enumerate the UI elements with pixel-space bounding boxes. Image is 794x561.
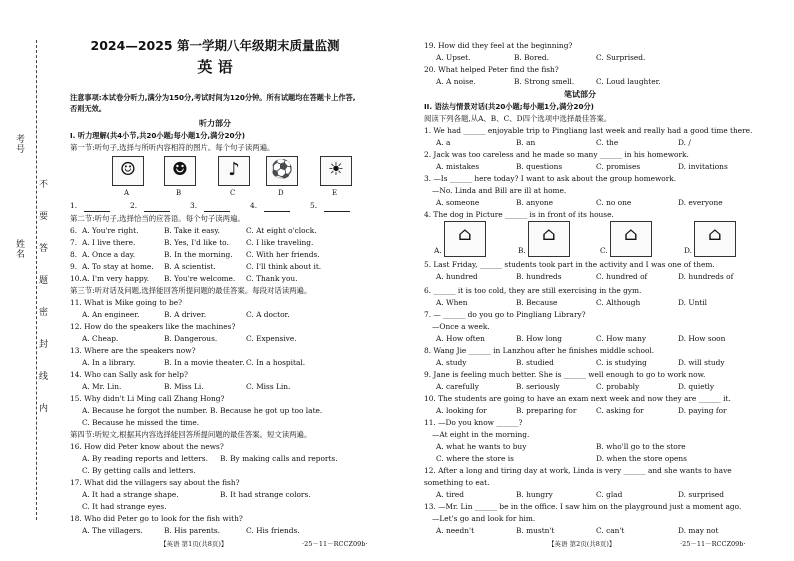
footer-right-code: ·25－11－RCCZ09b· bbox=[680, 540, 746, 548]
question-number: 6. bbox=[70, 226, 78, 235]
option[interactable]: C. With her friends. bbox=[246, 250, 320, 259]
option[interactable]: C. How many bbox=[596, 334, 647, 343]
question-text: 15. Why didn't Li Ming call Zhang Hong? bbox=[70, 394, 225, 403]
option[interactable]: A. mistakes bbox=[436, 162, 480, 171]
option[interactable]: B. seriously bbox=[516, 382, 560, 391]
picture-a bbox=[112, 156, 144, 186]
option[interactable]: A. How often bbox=[436, 334, 485, 343]
question-text: 16. How did Peter know about the news? bbox=[70, 442, 224, 451]
question-text: 19. How did they feel at the beginning? bbox=[424, 41, 573, 50]
section3-instruction: 第三节:听对话及问题,选择能回答所提问题的最佳答案。每段对话读两遍。 bbox=[70, 286, 312, 295]
dog-icon: ⌂ bbox=[708, 224, 722, 245]
option[interactable]: C. Although bbox=[596, 298, 641, 307]
question-text: 7. — ______ do you go to Pingliang Library? bbox=[424, 310, 586, 319]
option[interactable]: A. When bbox=[436, 298, 468, 307]
option[interactable]: D. How soon bbox=[678, 334, 726, 343]
doghouse-picture-a bbox=[444, 221, 486, 257]
option[interactable]: A. In a library. bbox=[82, 358, 136, 367]
seal-char: 不 bbox=[39, 180, 49, 190]
picture-e bbox=[320, 156, 352, 186]
option[interactable]: A. To stay at home. bbox=[82, 262, 154, 271]
option[interactable]: C. His friends. bbox=[246, 526, 300, 535]
option[interactable]: C. no one bbox=[596, 198, 632, 207]
answer-blank-label: 3. bbox=[190, 201, 198, 210]
option[interactable]: B. A driver. bbox=[164, 310, 207, 319]
dog-icon: ⌂ bbox=[542, 224, 556, 245]
answer-blank[interactable] bbox=[324, 203, 350, 212]
exam-title: 2024—2025 第一学期八年级期末质量监测 bbox=[90, 38, 340, 53]
option[interactable]: B. an bbox=[516, 138, 536, 147]
seal-char: 内 bbox=[39, 404, 49, 414]
option[interactable]: C. glad bbox=[596, 490, 623, 499]
option[interactable]: B. preparing for bbox=[516, 406, 577, 415]
question-text: 13. —Mr. Lin ______ be in the office. I saw him on the playground just a moment ago. bbox=[424, 502, 742, 511]
question-text: 6. ______ it is too cold, they are still exercising in the gym. bbox=[424, 286, 642, 295]
answer-blank[interactable] bbox=[204, 203, 230, 212]
seal-char: 线 bbox=[39, 372, 49, 382]
doghouse-picture-d bbox=[694, 221, 736, 257]
option[interactable]: D. quietly bbox=[678, 382, 715, 391]
question-number: 9. bbox=[70, 262, 78, 271]
option[interactable]: A. It had a strange shape. bbox=[82, 490, 179, 499]
section1-instruction: 第一节:听句子,选择与所听内容相符的图片。每个句子读两遍。 bbox=[70, 143, 275, 152]
option[interactable]: D. when the store opens bbox=[596, 454, 687, 463]
option[interactable]: B. It had strange colors. bbox=[220, 490, 311, 499]
section2-instruction: 第二节:听句子,选择恰当的应答语。每个句子读两遍。 bbox=[70, 214, 245, 223]
question-text: 13. Where are the speakers now? bbox=[70, 346, 196, 355]
answer-blank-label: 5. bbox=[310, 201, 318, 210]
option[interactable]: C. I'll think about it. bbox=[246, 262, 322, 271]
option[interactable]: B. Because he got up too late. bbox=[210, 406, 323, 415]
option[interactable]: A. By reading reports and letters. bbox=[82, 454, 208, 463]
option[interactable]: C. asking for bbox=[596, 406, 644, 415]
option[interactable]: A. Mr. Lin. bbox=[82, 382, 122, 391]
option[interactable]: C. Because he missed the time. bbox=[82, 418, 200, 427]
option[interactable]: A. Because he forgot the number. bbox=[82, 406, 208, 415]
option[interactable]: C. can't bbox=[596, 526, 625, 535]
option[interactable]: B. You're welcome. bbox=[164, 274, 236, 283]
option[interactable]: C. bbox=[600, 246, 608, 255]
option[interactable]: B. who'll go to the store bbox=[596, 442, 686, 451]
option[interactable]: C. In a hospital. bbox=[246, 358, 306, 367]
question-number: 10. bbox=[70, 274, 82, 283]
option[interactable]: C. where the store is bbox=[436, 454, 514, 463]
part2-instruction: 阅读下列各题,从A、B、C、D四个选项中选择最佳答案。 bbox=[424, 114, 612, 123]
question-text: 8. Wang Jie ______ in Lanzhou after he finishes middle school. bbox=[424, 346, 655, 355]
option[interactable]: B. hundreds bbox=[516, 272, 562, 281]
option[interactable]: B. anyone bbox=[516, 198, 554, 207]
question-text: 3. —Is ______ here today? I want to ask about the group homework. bbox=[424, 174, 677, 183]
option[interactable]: A. needn't bbox=[436, 526, 475, 535]
option[interactable]: B. Dangerous. bbox=[164, 334, 218, 343]
option[interactable]: D. hundreds of bbox=[678, 272, 734, 281]
option[interactable]: C. Loud laughter. bbox=[596, 77, 661, 86]
question-text: 18. Who did Peter go to look for the fish with? bbox=[70, 514, 243, 523]
option[interactable]: A. what he wants to buy bbox=[436, 442, 527, 451]
option[interactable]: B. In the morning. bbox=[164, 250, 233, 259]
option[interactable]: B. His parents. bbox=[164, 526, 220, 535]
doghouse-picture-b bbox=[528, 221, 570, 257]
question-text: 1. We had ______ enjoyable trip to Pingliang last week and really had a good time there. bbox=[424, 126, 753, 135]
question-text: 10. The students are going to have an exam next week and now they are ______ it. bbox=[424, 394, 731, 403]
boy-icon: ☻ bbox=[171, 159, 189, 180]
doghouse-picture-c bbox=[610, 221, 652, 257]
option[interactable]: B. Because bbox=[516, 298, 558, 307]
option[interactable]: A. a bbox=[436, 138, 451, 147]
option[interactable]: C. the bbox=[596, 138, 619, 147]
option[interactable]: B. Strong smell. bbox=[514, 77, 575, 86]
option[interactable]: C. By getting calls and letters. bbox=[82, 466, 196, 475]
option[interactable]: B. Yes, I'd like to. bbox=[164, 238, 229, 247]
question-reply: —No. Linda and Bill are ill at home. bbox=[432, 186, 567, 195]
option[interactable]: B. questions bbox=[516, 162, 563, 171]
option[interactable]: D. bbox=[684, 246, 693, 255]
option[interactable]: D. Until bbox=[678, 298, 708, 307]
option[interactable]: A. I live there. bbox=[82, 238, 136, 247]
option[interactable]: B. How long bbox=[516, 334, 563, 343]
seal-char: 答 bbox=[39, 244, 49, 254]
option[interactable]: B. bbox=[518, 246, 526, 255]
question-text: 14. Who can Sally ask for help? bbox=[70, 370, 188, 379]
option[interactable]: C. promises bbox=[596, 162, 641, 171]
option[interactable]: A. Cheap. bbox=[82, 334, 119, 343]
question-text: 11. —Do you know ______? bbox=[424, 418, 523, 427]
seal-char: 封 bbox=[39, 340, 49, 350]
question-text: 12. After a long and tiring day at work, Linda is very ______ and she wants to have something to eat. bbox=[424, 466, 732, 487]
question-text: 11. What is Mike going to be? bbox=[70, 298, 183, 307]
picture-label: E bbox=[332, 189, 338, 197]
question-text: 17. What did the villagers say about the fish? bbox=[70, 478, 240, 487]
answer-blank[interactable] bbox=[84, 203, 110, 212]
picture-label: D bbox=[278, 189, 284, 197]
picture-label: B bbox=[176, 189, 182, 197]
seal-char: 要 bbox=[39, 212, 49, 222]
option[interactable]: B. Take it easy. bbox=[164, 226, 220, 235]
subject-title: 英 语 bbox=[197, 58, 233, 76]
option[interactable]: C. I like traveling. bbox=[246, 238, 314, 247]
picture-label: C bbox=[230, 189, 236, 197]
option[interactable]: A. looking for bbox=[436, 406, 487, 415]
answer-blank-label: 2. bbox=[130, 201, 138, 210]
option[interactable]: A. The villagers. bbox=[82, 526, 143, 535]
part1-heading: I. 听力理解(共4小节,共20小题;每小题1分,满分20分) bbox=[70, 131, 246, 140]
option[interactable]: B. In a movie theater. bbox=[164, 358, 245, 367]
exam-number-label: 考号 bbox=[16, 135, 26, 155]
listening-heading: 听力部分 bbox=[199, 119, 231, 128]
option[interactable]: D. surprised bbox=[678, 490, 724, 499]
question-text: 9. Jane is feeling much better. She is ______ well enough to go to work now. bbox=[424, 370, 706, 379]
picture-label: A bbox=[124, 189, 130, 197]
option[interactable]: A. You're right. bbox=[82, 226, 139, 235]
question-text: 20. What helped Peter find the fish? bbox=[424, 65, 559, 74]
option[interactable]: A. someone bbox=[436, 198, 480, 207]
picture-d bbox=[266, 156, 298, 186]
option[interactable]: A. hundred bbox=[436, 272, 478, 281]
question-reply: —Once a week. bbox=[432, 322, 490, 331]
picture-b bbox=[164, 156, 196, 186]
option[interactable]: A. An engineer. bbox=[82, 310, 140, 319]
option[interactable]: D. invitations bbox=[678, 162, 728, 171]
question-number: 8. bbox=[70, 250, 78, 259]
option[interactable]: D. will study bbox=[678, 358, 725, 367]
question-text: 5. Last Friday, ______ students took part in the activity and I was one of them. bbox=[424, 260, 715, 269]
option[interactable]: D. / bbox=[678, 138, 691, 147]
answer-blank-label: 4. bbox=[250, 201, 258, 210]
doghouse-icon: ⌂ bbox=[458, 224, 472, 245]
option[interactable]: C. hundred of bbox=[596, 272, 648, 281]
answer-blank-label: 1. bbox=[70, 201, 78, 210]
answer-blank[interactable] bbox=[264, 203, 290, 212]
cut-line bbox=[36, 40, 37, 520]
option[interactable]: A. bbox=[434, 246, 442, 255]
option[interactable]: B. hungry bbox=[516, 490, 553, 499]
option[interactable]: D. may not bbox=[678, 526, 719, 535]
option[interactable]: B. Miss Li. bbox=[164, 382, 204, 391]
doghouse-icon: ⌂ bbox=[624, 224, 638, 245]
option[interactable]: B. Bored. bbox=[514, 53, 549, 62]
option[interactable]: B. studied bbox=[516, 358, 554, 367]
option[interactable]: C. Thank you. bbox=[246, 274, 298, 283]
written-heading: 笔试部分 bbox=[564, 90, 596, 99]
option[interactable]: A. Upset. bbox=[436, 53, 471, 62]
option[interactable]: A. A noise. bbox=[436, 77, 476, 86]
option[interactable]: C. Miss Lin. bbox=[246, 382, 291, 391]
footer-right-subject: 【英语 第2页(共8页)】 bbox=[548, 540, 616, 548]
question-reply: —At eight in the morning. bbox=[432, 430, 530, 439]
option[interactable]: C. Surprised. bbox=[596, 53, 646, 62]
question-text: 12. How do the speakers like the machines? bbox=[70, 322, 236, 331]
section4-instruction: 第四节:听短文,根据其内容选择能回答所提问题的最佳答案。短文读两遍。 bbox=[70, 430, 312, 439]
option[interactable]: A. tired bbox=[436, 490, 465, 499]
boy-icon: ⚽ bbox=[270, 159, 294, 180]
option[interactable]: B. A scientist. bbox=[164, 262, 216, 271]
option[interactable]: D. paying for bbox=[678, 406, 727, 415]
picture-c bbox=[218, 156, 250, 186]
option[interactable]: C. probably bbox=[596, 382, 640, 391]
seal-char: 题 bbox=[39, 276, 49, 286]
binding-margin bbox=[0, 0, 68, 561]
boy-icon: ♪ bbox=[228, 159, 240, 180]
option[interactable]: B. mustn't bbox=[516, 526, 555, 535]
question-text: 4. The dog in Picture ______ is in front of its house. bbox=[424, 210, 614, 219]
boy-icon: ☺ bbox=[119, 159, 137, 180]
footer-left-subject: 【英语 第1页(共8页)】 bbox=[160, 540, 228, 548]
option[interactable]: D. everyone bbox=[678, 198, 723, 207]
option[interactable]: A. carefully bbox=[436, 382, 479, 391]
option[interactable]: C. A doctor. bbox=[246, 310, 290, 319]
option[interactable]: A. Once a day. bbox=[82, 250, 136, 259]
question-number: 7. bbox=[70, 238, 78, 247]
boy-icon: ☀ bbox=[327, 159, 345, 180]
option[interactable]: C. Expensive. bbox=[246, 334, 297, 343]
answer-blank[interactable] bbox=[144, 203, 170, 212]
option[interactable]: A. I'm very happy. bbox=[82, 274, 150, 283]
question-reply: —Let's go and look for him. bbox=[432, 514, 536, 523]
option[interactable]: B. By making calls and reports. bbox=[220, 454, 338, 463]
footer-left-code: ·25－11－RCCZ09b· bbox=[302, 540, 368, 548]
part2-heading: II. 语法与情景对话(共20小题;每小题1分,满分20分) bbox=[424, 102, 594, 111]
seal-char: 密 bbox=[39, 308, 49, 318]
option[interactable]: C. At eight o'clock. bbox=[246, 226, 317, 235]
option[interactable]: C. is studying bbox=[596, 358, 647, 367]
notice: 注意事项:本试卷分听力,满分为150分,考试时间为120分钟。所有试题均在答题卡上作答,否则无效。 bbox=[70, 93, 356, 113]
name-label: 姓名 bbox=[16, 240, 26, 260]
question-text: 2. Jack was too careless and he made so many ______ in his homework. bbox=[424, 150, 689, 159]
option[interactable]: C. It had strange eyes. bbox=[82, 502, 167, 511]
option[interactable]: A. study bbox=[436, 358, 467, 367]
